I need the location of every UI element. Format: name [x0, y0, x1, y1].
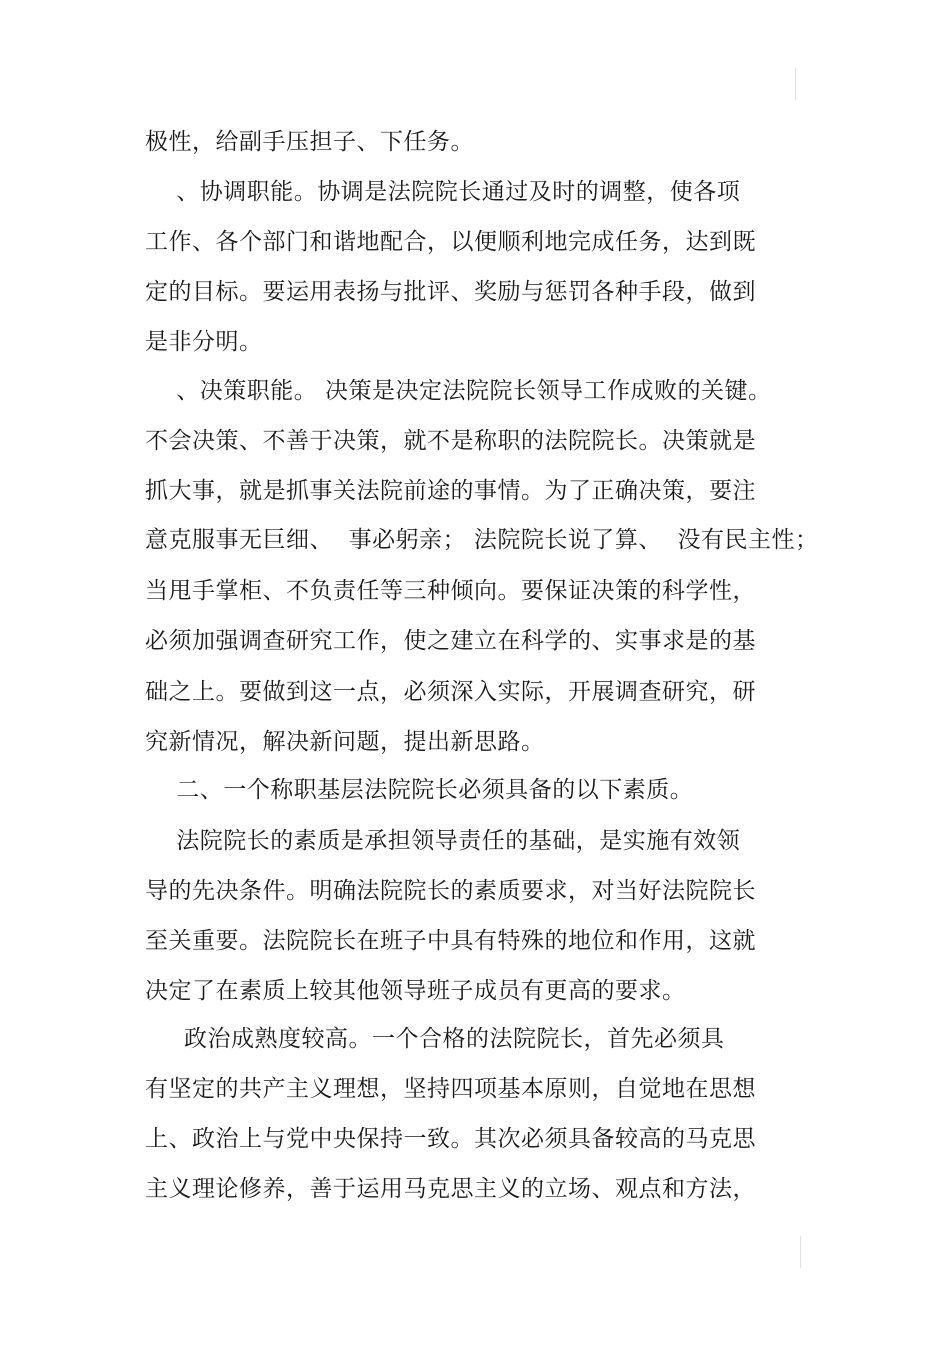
- text-line: 有坚定的共产主义理想，坚持四项基本原则，自觉地在思想: [145, 1076, 756, 1102]
- text-line: 必须加强调查研究工作，使之建立在科学的、实事求是的基: [145, 628, 756, 654]
- text-line: 导的先决条件。明确法院院长的素质要求，对当好法院院长: [145, 878, 756, 904]
- text-line: 主义理论修养，善于运用马克思主义的立场、观点和方法，: [145, 1176, 756, 1202]
- text-line: 础之上。要做到这一点，必须深入实际，开展调查研究，研: [145, 679, 756, 705]
- text-line: 定的目标。要运用表扬与批评、奖励与惩罚各种手段，做到: [145, 279, 756, 305]
- text-line: 上、政治上与党中央保持一致。其次必须具备较高的马克思: [145, 1126, 756, 1152]
- text-line: 意克服事无巨细、 事必躬亲； 法院院长说了算、 没有民主性；: [145, 527, 819, 553]
- text-line: 抓大事，就是抓事关法院前途的事情。为了正确决策，要注: [145, 478, 756, 504]
- text-line: 不会决策、不善于决策，就不是称职的法院院长。决策就是: [145, 428, 756, 454]
- text-line: 法院院长的素质是承担领导责任的基础，是实施有效领: [145, 828, 741, 854]
- text-line: 至关重要。法院院长在班子中具有特殊的地位和作用，这就: [145, 928, 756, 954]
- text-line: 当甩手掌柜、不负责任等三种倾向。要保证决策的科学性，: [145, 578, 756, 604]
- page-corner-mark-top: [795, 68, 796, 100]
- page-corner-mark-bottom: [800, 1236, 801, 1268]
- section-heading: 二、一个称职基层法院院长必须具备的以下素质。: [145, 777, 694, 803]
- text-line: 究新情况，解决新问题，提出新思路。: [145, 729, 545, 755]
- text-line: 政治成熟度较高。一个合格的法院院长，首先必须具: [145, 1026, 725, 1052]
- text-line: 极性，给副手压担子、下任务。: [145, 129, 474, 155]
- text-line: 工作、各个部门和谐地配合，以便顺利地完成任务，达到既: [145, 229, 756, 255]
- text-line: 、协调职能。协调是法院院长通过及时的调整，使各项: [145, 179, 741, 205]
- text-line: 决定了在素质上较其他领导班子成员有更高的要求。: [145, 978, 686, 1004]
- text-line: 是非分明。: [145, 329, 263, 355]
- text-line: 、决策职能。 决策是决定法院院长领导工作成败的关键。: [145, 378, 772, 404]
